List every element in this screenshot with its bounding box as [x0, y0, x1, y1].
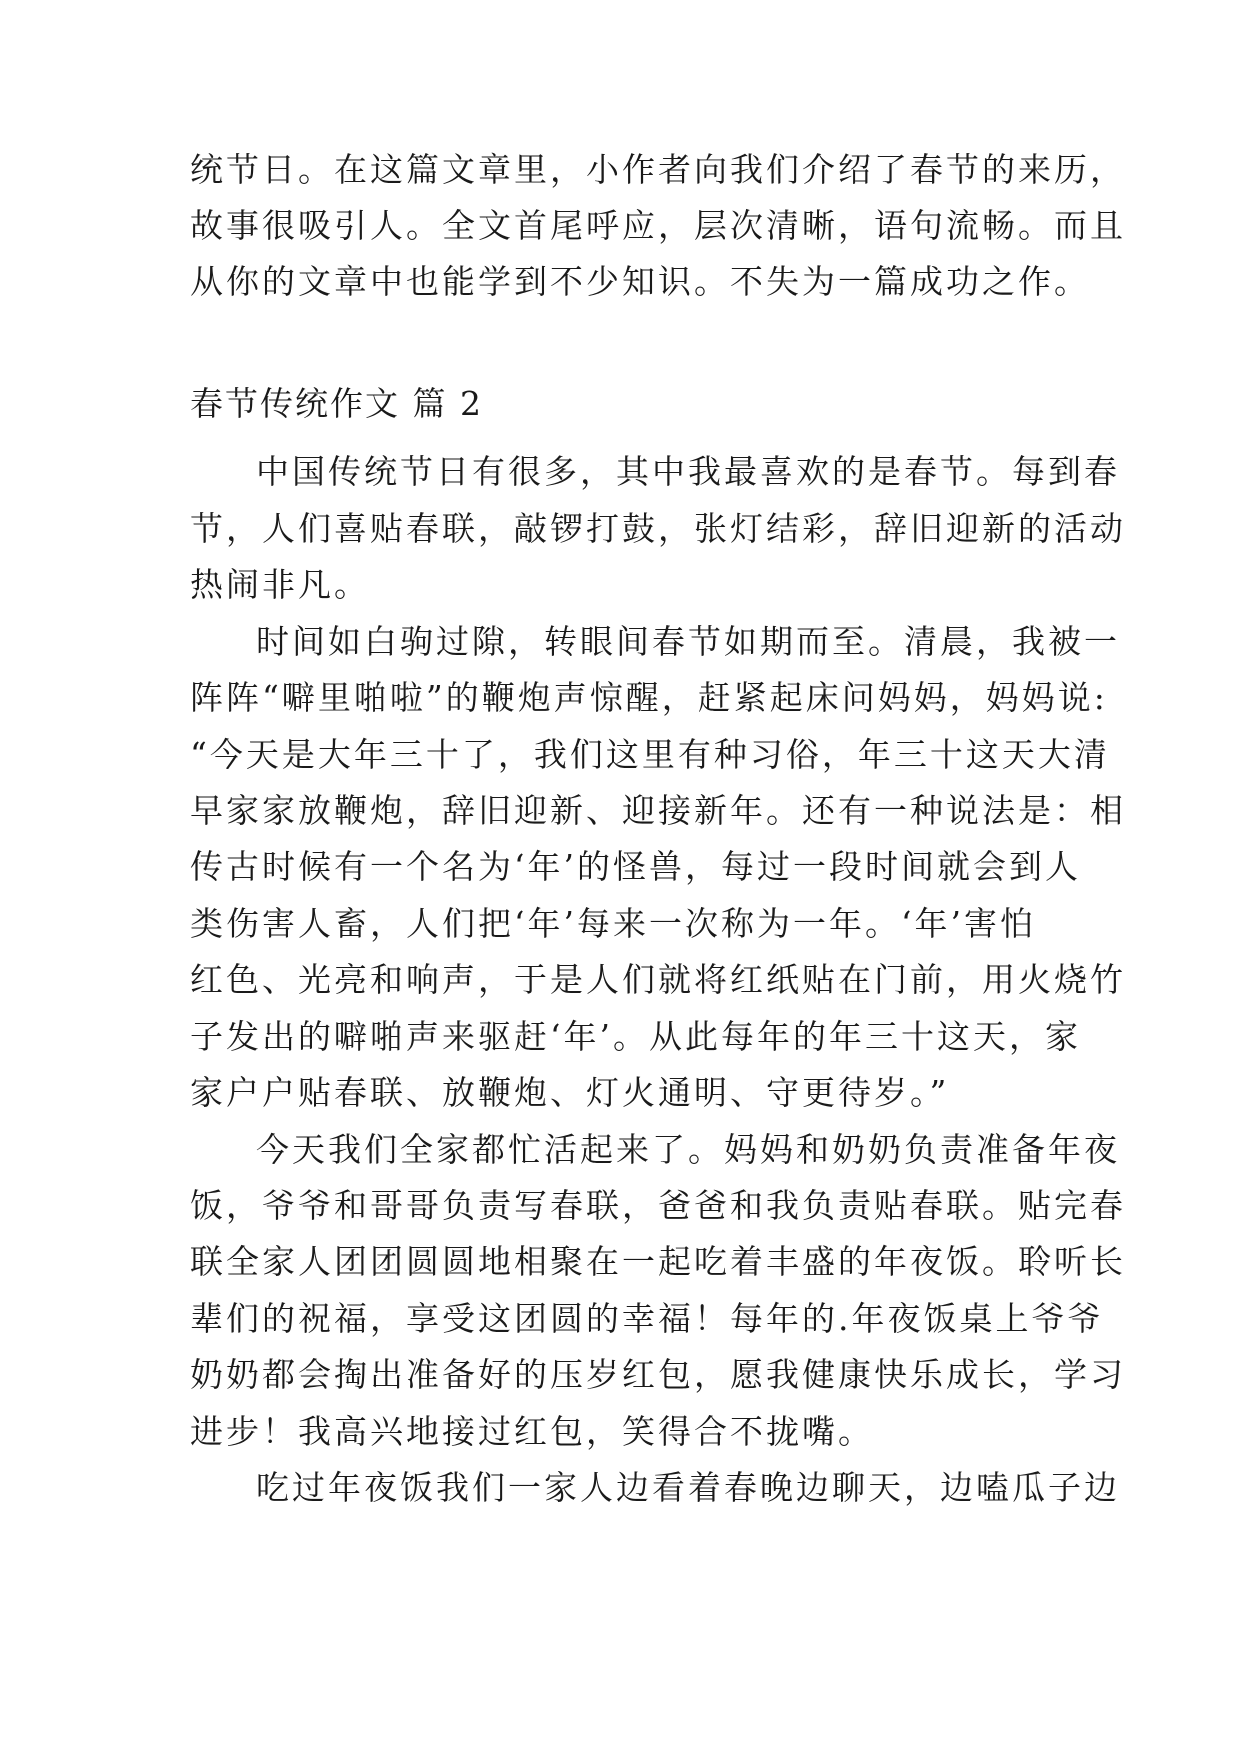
text-line: 阵阵“噼里啪啦”的鞭炮声惊醒，赶紧起床问妈妈，妈妈说:	[190, 678, 1108, 717]
text-line: 辈们的祝福，享受这团圆的幸福！每年的.年夜饭桌上爷爷	[190, 1299, 1104, 1338]
text-line: 今天我们全家都忙活起来了。妈妈和奶奶负责准备年夜	[256, 1130, 1120, 1169]
text-line: 奶奶都会掏出准备好的压岁红包，愿我健康快乐成长，学习	[190, 1355, 1126, 1394]
text-line: 中国传统节日有很多，其中我最喜欢的是春节。每到春	[256, 452, 1120, 491]
text-line: 家户户贴春联、放鞭炮、灯火通明、守更待岁。”	[190, 1073, 950, 1112]
text-line: 时间如白驹过隙，转眼间春节如期而至。清晨，我被一	[256, 622, 1120, 661]
text-line: 从你的文章中也能学到不少知识。不失为一篇成功之作。	[190, 262, 1090, 301]
text-line: 早家家放鞭炮，辞旧迎新、迎接新年。还有一种说法是：相	[190, 791, 1126, 830]
text-line: “今天是大年三十了，我们这里有种习俗，年三十这天大清	[190, 735, 1110, 774]
section-title: 春节传统作文 篇 2	[190, 384, 483, 423]
text-line: 进步！我高兴地接过红包，笑得合不拢嘴。	[190, 1412, 874, 1451]
text-line: 节，人们喜贴春联，敲锣打鼓，张灯结彩，辞旧迎新的活动	[190, 509, 1126, 548]
text-line: 吃过年夜饭我们一家人边看着春晚边聊天，边嗑瓜子边	[256, 1468, 1120, 1507]
text-line: 故事很吸引人。全文首尾呼应，层次清晰，语句流畅。而且	[190, 206, 1126, 245]
text-line: 联全家人团团圆圆地相聚在一起吃着丰盛的年夜饭。聆听长	[190, 1242, 1126, 1281]
text-line: 饭，爷爷和哥哥负责写春联，爸爸和我负责贴春联。贴完春	[190, 1186, 1126, 1225]
text-line: 红色、光亮和响声，于是人们就将红纸贴在门前，用火烧竹	[190, 960, 1126, 999]
text-line: 统节日。在这篇文章里，小作者向我们介绍了春节的来历，	[190, 150, 1126, 189]
text-line: 热闹非凡。	[190, 565, 370, 604]
text-line: 类伤害人畜，人们把‘年’每来一次称为一年。‘年’害怕	[190, 904, 1036, 943]
text-line: 子发出的噼啪声来驱赶‘年’。从此每年的年三十这天，家	[190, 1017, 1081, 1056]
text-line: 传古时候有一个名为‘年’的怪兽，每过一段时间就会到人	[190, 847, 1081, 886]
